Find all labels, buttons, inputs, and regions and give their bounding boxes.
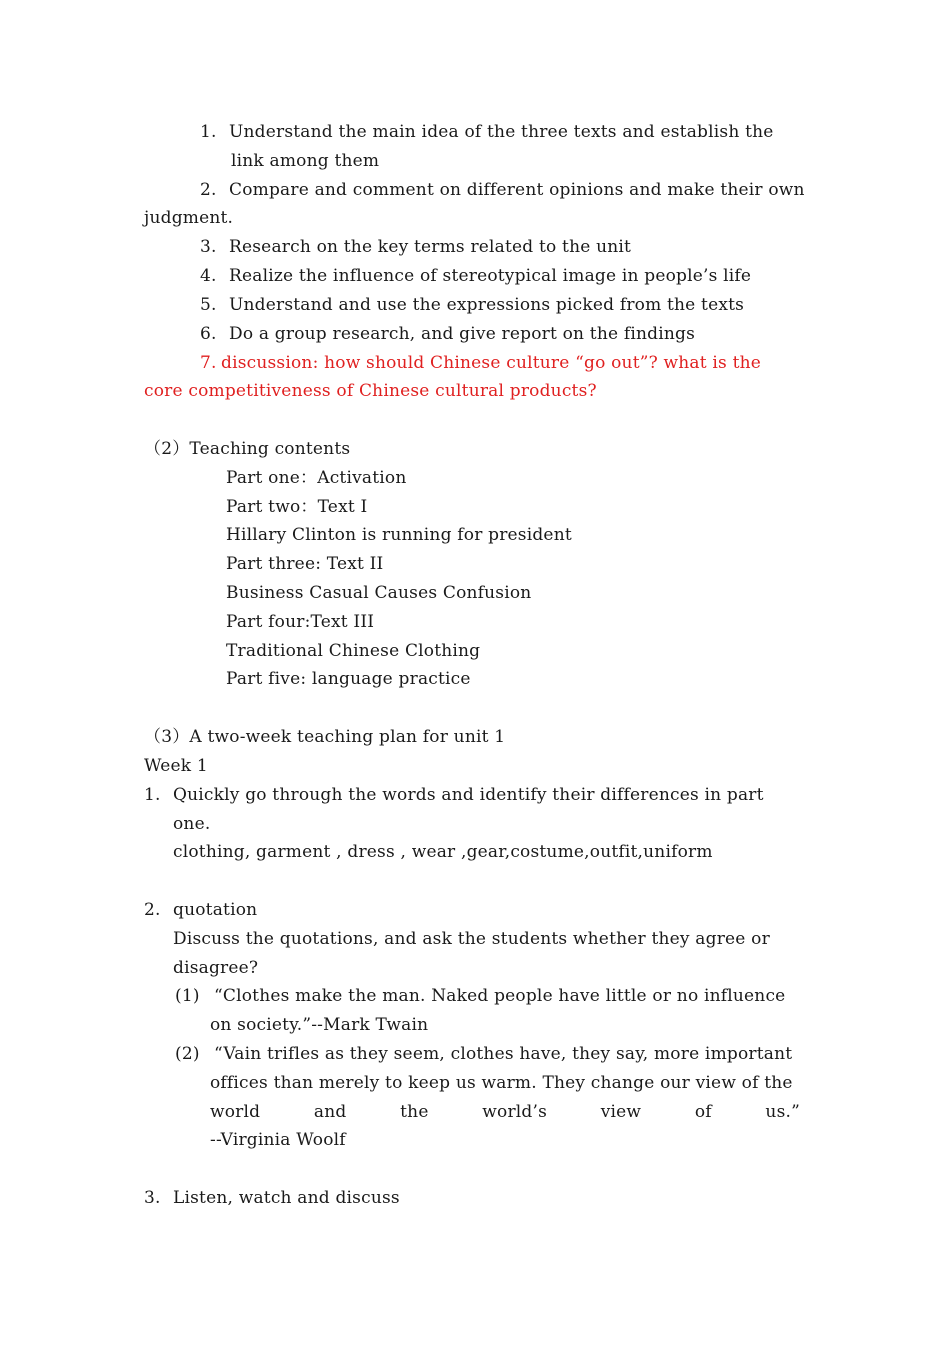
plan-heading: （3）A two-week teaching plan for unit 1: [144, 727, 506, 747]
contents-item: Part one：Activation: [226, 468, 407, 488]
contents-item: Part five: language practice: [226, 669, 471, 689]
objective-number-5: 5.: [200, 295, 217, 315]
step-text-1-cont: one.: [173, 814, 211, 834]
objective-text-7: discussion: how should Chinese culture “go out”? what is the: [221, 353, 762, 373]
objective-number-2: 2.: [200, 180, 217, 200]
objective-number-6: 6.: [200, 324, 217, 344]
week-label: Week 1: [144, 756, 208, 776]
quote-number-1: (1): [175, 986, 200, 1006]
objective-text-2: Compare and comment on different opinions and make their own: [229, 180, 805, 200]
objective-text-5: Understand and use the expressions picked from the texts: [229, 295, 745, 315]
contents-heading: （2）Teaching contents: [144, 439, 351, 459]
step-text-1: Quickly go through the words and identify their differences in part: [173, 785, 764, 805]
objective-text-1: Understand the main idea of the three texts and establish the: [229, 122, 774, 142]
objective-text-3: Research on the key terms related to the unit: [229, 237, 632, 257]
step-title-2: quotation: [173, 900, 258, 920]
contents-item: Part four:Text III: [226, 612, 375, 632]
step-desc-2-cont: disagree?: [173, 958, 259, 978]
quote-text-1: “Clothes make the man. Naked people have little or no influence: [214, 986, 786, 1006]
quote-text-2: “Vain trifles as they seem, clothes have, they say, more important: [214, 1044, 793, 1064]
contents-item: Part two：Text I: [226, 497, 368, 517]
contents-item: Traditional Chinese Clothing: [226, 641, 481, 661]
objective-text-4: Realize the influence of stereotypical image in people’s life: [229, 266, 752, 286]
objective-text-6: Do a group research, and give report on the findings: [229, 324, 696, 344]
step-desc-2: Discuss the quotations, and ask the students whether they agree or: [173, 929, 770, 949]
step-number-2: 2.: [144, 900, 161, 920]
objective-number-3: 3.: [200, 237, 217, 257]
quote-text-1-cont: on society.”--Mark Twain: [210, 1015, 429, 1035]
quote-text-2-line3: world and the world’s view of us.”: [210, 1102, 800, 1122]
objective-text-2-cont: judgment.: [144, 208, 234, 228]
step-number-1: 1.: [144, 785, 161, 805]
objective-number-7: 7.: [200, 353, 217, 373]
contents-item: Business Casual Causes Confusion: [226, 583, 532, 603]
objective-number-4: 4.: [200, 266, 217, 286]
objective-text-1-cont: link among them: [231, 151, 380, 171]
contents-item: Hillary Clinton is running for president: [226, 525, 572, 545]
quote-attribution-2: --Virginia Woolf: [210, 1130, 346, 1150]
quote-number-2: (2): [175, 1044, 200, 1064]
step-number-3: 3.: [144, 1188, 161, 1208]
contents-item: Part three: Text II: [226, 554, 384, 574]
objective-number-1: 1.: [200, 122, 217, 142]
step-title-3: Listen, watch and discuss: [173, 1188, 400, 1208]
quote-text-2-line2: offices than merely to keep us warm. They change our view of the: [210, 1073, 793, 1093]
word-list: clothing, garment , dress , wear ,gear,costume,outfit,uniform: [173, 842, 713, 862]
objective-text-7-cont: core competitiveness of Chinese cultural products?: [144, 381, 597, 401]
